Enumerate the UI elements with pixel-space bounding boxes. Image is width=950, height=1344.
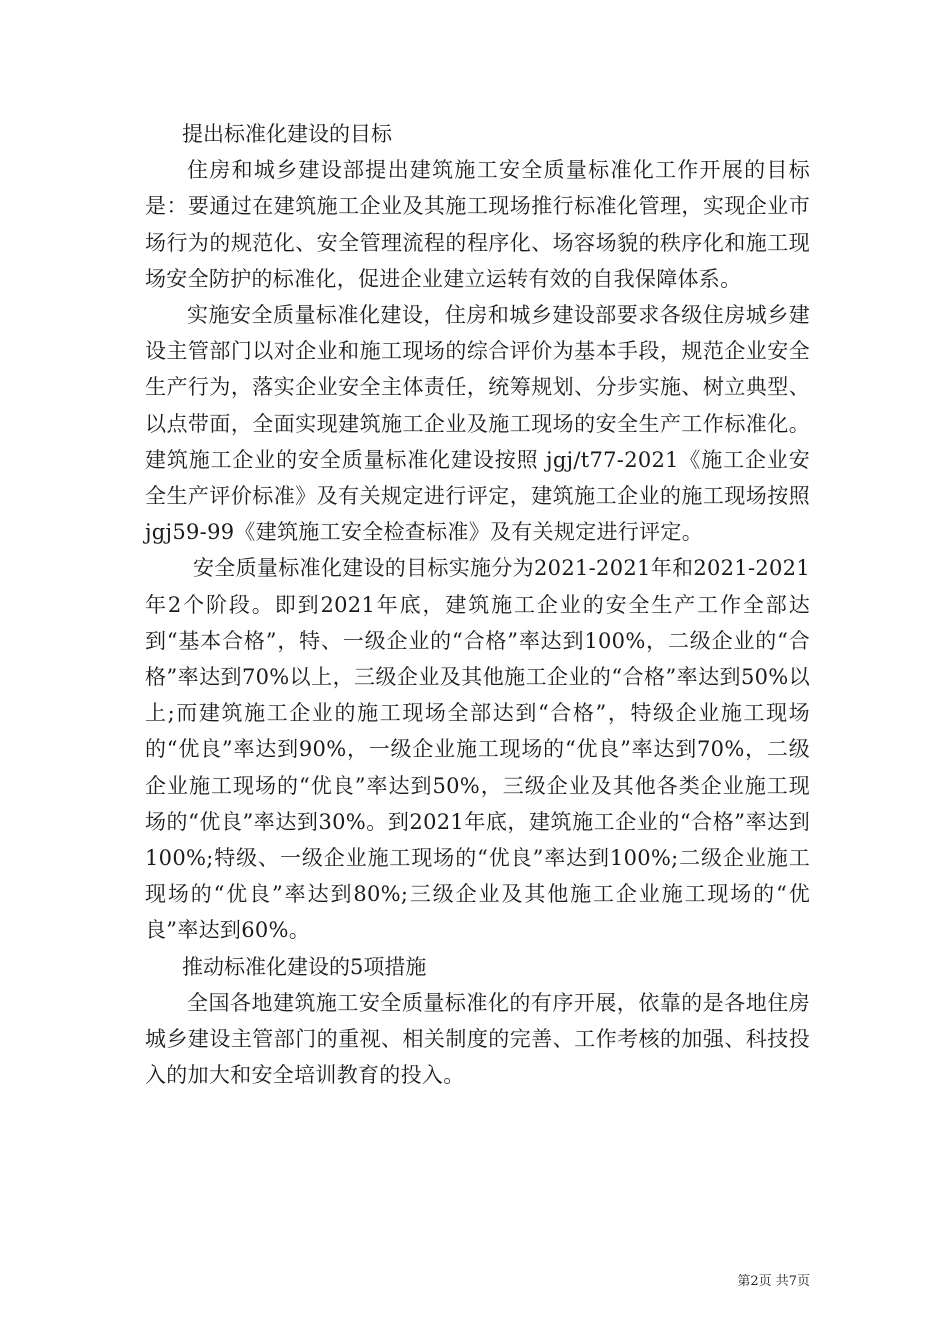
document-body [145,116,810,1093]
section-heading-measures: 推动标准化建设的5项措施 [182,954,427,979]
paragraph-stages: 安全质量标准化建设的目标实施分为2021-2021年和2021-2021年2个阶段。即到2021年底，建筑施工企业的安全生产工作全部达到“基本合格”，特、一级企业的“合格”率达到100%，二级企业的“合格”率达到70%以上，三级企业及其他施工企业的“合格”率达到50%以上;而建筑施工企业的施工现场全部达到“合格”，特级企业施工现场的“优良”率达到90%，一级企业施工现场的“优良”率达到70%，二级企业施工现场的“优良”率达到50%，三级企业及其他各类企业施工现场的“优良”率达到30%。到2021年底，建筑施工企业的“合格”率达到100%;特级、一级企业施工现场的“优良”率达到100%;二级企业施工现场的“优良”率达到80%;三级企业及其他施工企业施工现场的“优良”率达到60%。 [145,556,810,943]
paragraph-goals: 住房和城乡建设部提出建筑施工安全质量标准化工作开展的目标是：要通过在建筑施工企业及其施工现场推行标准化管理，实现企业市场行为的规范化、安全管理流程的程序化、场容场貌的秩序化和施工现场安全防护的标准化，促进企业建立运转有效的自我保障体系。 [145,158,810,291]
page-number: 第2页 共7页 [737,1274,810,1289]
section-heading-goals: 提出标准化建设的目标 [182,122,392,146]
paragraph-implementation: 实施安全质量标准化建设，住房和城乡建设部要求各级住房城乡建设主管部门以对企业和施工现场的综合评价为基本手段，规范企业安全生产行为，落实企业安全主体责任，统筹规划、分步实施、树立典型、以点带面，全面实现建筑施工企业及施工现场的安全生产工作标准化。建筑施工企业的安全质量标准化建设按照 jgj/t77-2021《施工企业安全生产评价标准》及有关规定进行评定，建筑施工企业的施工现场按照 jgj59-99《建筑施工安全检查标准》及有关规定进行评定。 [145,303,810,545]
paragraph-measures: 全国各地建筑施工安全质量标准化的有序开展，依靠的是各地住房城乡建设主管部门的重视、相关制度的完善、工作考核的加强、科技投入的加大和安全培训教育的投入。 [145,990,810,1088]
